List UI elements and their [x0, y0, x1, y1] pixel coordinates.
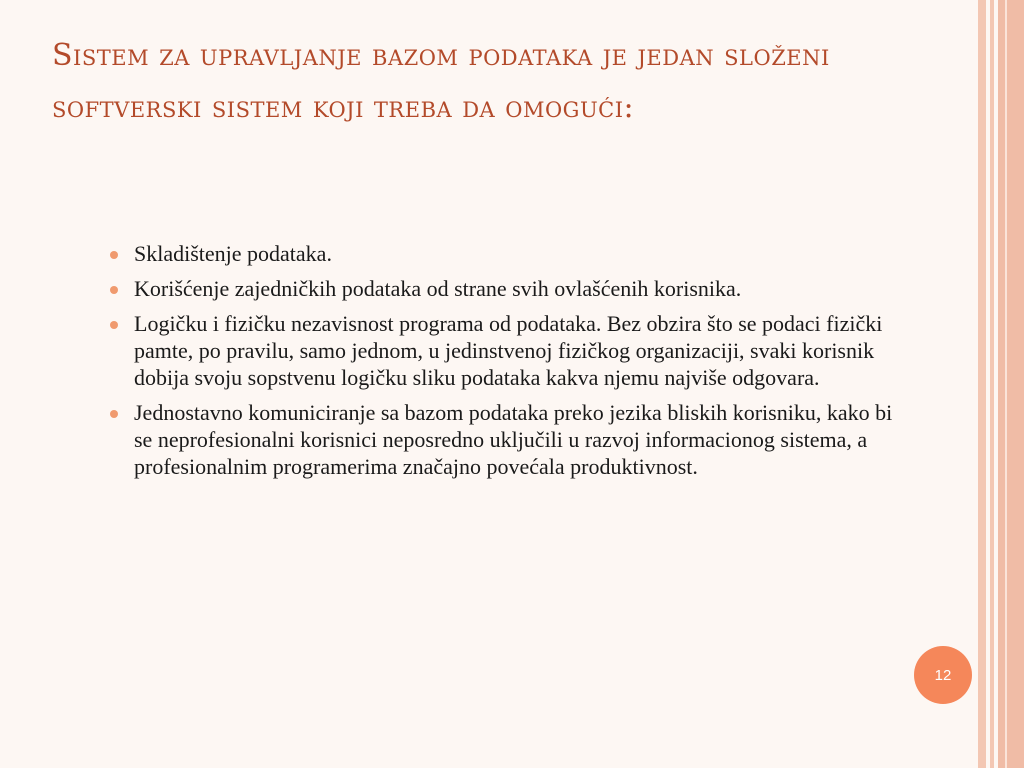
list-item-text: Jednostavno komuniciranje sa bazom podataka preko jezika bliskih korisniku, kako bi se neprofesionalni korisnici neposredno uključili u razvoj informacionog sistema, a profesionalnim programerima značajno povećala produktivnost.	[134, 400, 893, 479]
right-border-stripe	[1005, 0, 1007, 768]
bullet-dot-icon	[110, 251, 118, 259]
list-item-text: Logičku i fizičku nezavisnost programa od podataka. Bez obzira što se podaci fizički pamte, po pravilu, samo jednom, u jedinstvenoj fizičkog organizaciji, svaki korisnik dobija svoju sopstvenu logičku sliku podataka kakva njemu najviše odgovara.	[134, 311, 883, 390]
bullet-dot-icon	[110, 286, 118, 294]
right-border-stripe	[978, 0, 986, 768]
list-item	[110, 310, 900, 391]
right-border-stripe	[998, 0, 1024, 768]
list-item-text: Korišćenje zajedničkih podataka od strane svih ovlašćenih korisnika.	[134, 276, 742, 301]
list-item	[110, 399, 900, 480]
right-border-stripe	[990, 0, 994, 768]
list-item-text: Skladištenje podataka.	[134, 241, 332, 266]
bullet-list	[110, 240, 900, 488]
list-item	[110, 275, 900, 302]
list-item	[110, 240, 900, 267]
bullet-dot-icon	[110, 410, 118, 418]
bullet-dot-icon	[110, 321, 118, 329]
page-number-badge: 12	[914, 646, 972, 704]
slide-title: Sistem za upravljanje bazom podataka je jedan složeni softverski sistem koji treba da omogući:	[52, 38, 830, 125]
